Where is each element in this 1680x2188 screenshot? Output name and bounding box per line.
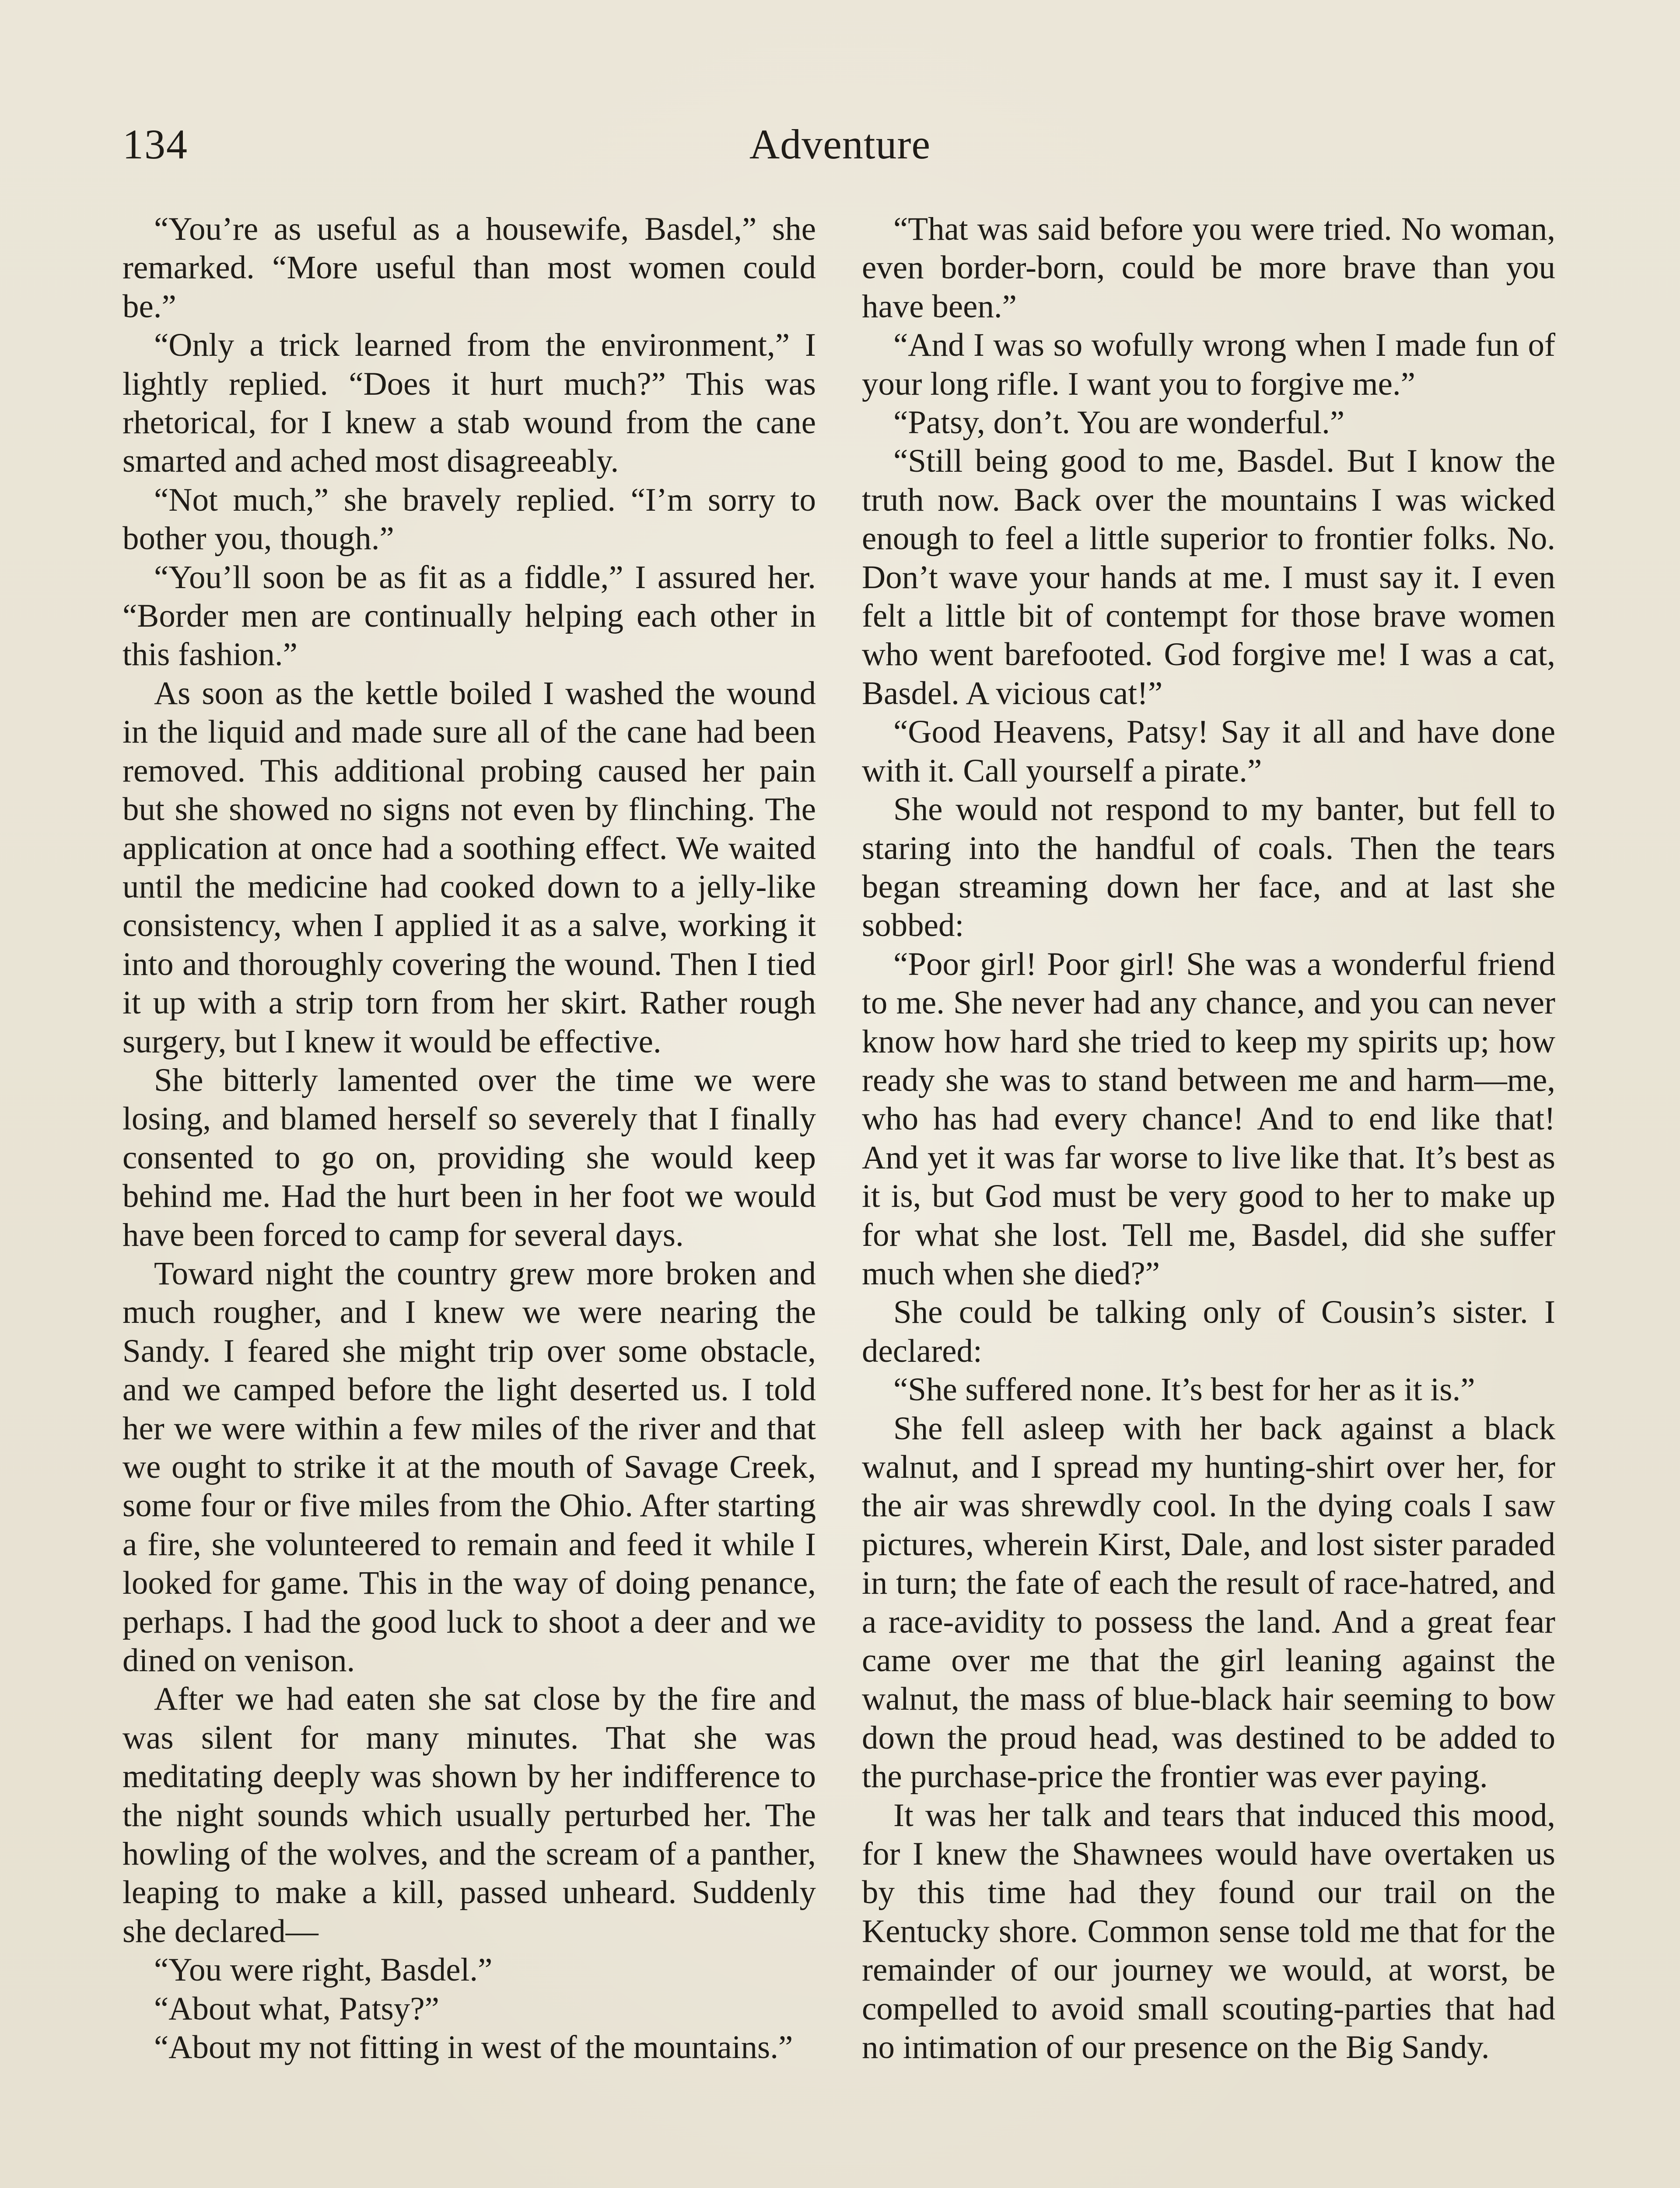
left-column bbox=[122, 210, 816, 2067]
paragraph: “Still being good to me, Basdel. But I know the truth now. Back over the mountains I was wicked enough to feel a little superior to frontier folks. No. Don’t wave your hands at me. I must say it. I even felt a little bit of contempt for those brave women who went barefooted. God forgive me! I was a cat, Basdel. A vicious cat!” bbox=[862, 443, 1555, 712]
paragraph: As soon as the kettle boiled I washed the wound in the liquid and made sure all of the cane had been removed. This additional probing caused her pain but she showed no signs not even by flinching. The application at once had a soothing effect. We waited until the medicine had cooked down to a jelly-like consistency, when I applied it as a salve, working it into and thoroughly covering the wound. Then I tied it up with a strip torn from her skirt. Rather rough surgery, but I knew it would be effective. bbox=[122, 675, 816, 1060]
paragraph: “Poor girl! Poor girl! She was a wonderful friend to me. She never had any chance, and you can never know how hard she tried to keep my spirits up; how ready she was to stand between me and harm—me, who has had every chance! And to end like that! And yet it was far worse to live like that. It’s best as it is, but God must be very good to her to make up for what she lost. Tell me, Basdel, did she suffer much when she died?” bbox=[862, 946, 1555, 1292]
paragraph: “That was said before you were tried. No woman, even border-born, could be more brave than you have been.” bbox=[862, 211, 1555, 325]
paragraph: “Only a trick learned from the environment,” I lightly replied. “Does it hurt much?” This was rhetorical, for I knew a stab wound from the cane smarted and ached most disagreeably. bbox=[122, 327, 816, 480]
right-column bbox=[862, 210, 1555, 2067]
paragraph: “She suffered none. It’s best for her as it is.” bbox=[893, 1371, 1475, 1408]
paragraph: “Not much,” she bravely replied. “I’m sorry to bother you, though.” bbox=[122, 481, 816, 557]
paragraph: She fell asleep with her back against a black walnut, and I spread my hunting-shirt over her, for the air was shrewdly cool. In the dying coals I saw pictures, wherein Kirst, Dale, and lost sister paraded in turn; the fate of each the result of race-hatred, and a race-avidity to possess the land. And a great fear came over me that the girl leaning against the walnut, the mass of blue-black hair seeming to bow down the proud head, was destined to be added to the purchase-price the frontier was ever paying. bbox=[862, 1410, 1555, 1795]
page-number: 134 bbox=[122, 121, 188, 168]
paragraph: “You’ll soon be as fit as a fiddle,” I assured her. “Border men are continually helping each other in this fashion.” bbox=[122, 559, 816, 673]
paragraph: Toward night the country grew more broken and much rougher, and I knew we were nearing the Sandy. I feared she might trip over some obstacle, and we camped before the light deserted us. I told her we were within a few miles of the river and that we ought to strike it at the mouth of Savage Creek, some four or five miles from the Ohio. After starting a fire, she volunteered to remain and feed it while I looked for game. This in the way of doing penance, perhaps. I had the good luck to shoot a deer and we dined on venison. bbox=[122, 1255, 816, 1679]
paragraph: She bitterly lamented over the time we were losing, and blamed herself so severely that I finally consented to go on, providing she would keep behind me. Had the hurt been in her foot we would have been forced to camp for several days. bbox=[122, 1062, 816, 1253]
page-header bbox=[122, 118, 1558, 179]
running-title: Adventure bbox=[749, 121, 931, 168]
paragraph: “About my not fitting in west of the mountains.” bbox=[154, 2029, 793, 2066]
paragraph: “Patsy, don’t. You are wonderful.” bbox=[893, 404, 1345, 441]
paragraph: “About what, Patsy?” bbox=[154, 1990, 439, 2027]
paragraph: “You were right, Basdel.” bbox=[154, 1952, 493, 1988]
paragraph: She would not respond to my banter, but fell to staring into the handful of coals. Then the tears began streaming down her face, and at last she sobbed: bbox=[862, 791, 1555, 944]
paragraph: She could be talking only of Cousin’s sister. I declared: bbox=[862, 1294, 1555, 1369]
paragraph: “You’re as useful as a housewife, Basdel,” she remarked. “More useful than most women could be.” bbox=[122, 211, 816, 325]
paragraph: “Good Heavens, Patsy! Say it all and have done with it. Call yourself a pirate.” bbox=[862, 714, 1555, 789]
paragraph: After we had eaten she sat close by the fire and was silent for many minutes. That she was meditating deeply was shown by her indifference to the night sounds which usually perturbed her. The howling of the wolves, and the scream of a panther, leaping to make a kill, passed unheard. Suddenly she declared— bbox=[122, 1681, 816, 1950]
paragraph: “And I was so wofully wrong when I made fun of your long rifle. I want you to forgive me.” bbox=[862, 327, 1555, 402]
paragraph: It was her talk and tears that induced this mood, for I knew the Shawnees would have overtaken us by this time had they found our trail on the Kentucky shore. Common sense told me that for the remainder of our journey we would, at worst, be compelled to avoid small scouting-parties that had no intimation of our presence on the Big Sandy. bbox=[862, 1797, 1555, 2066]
